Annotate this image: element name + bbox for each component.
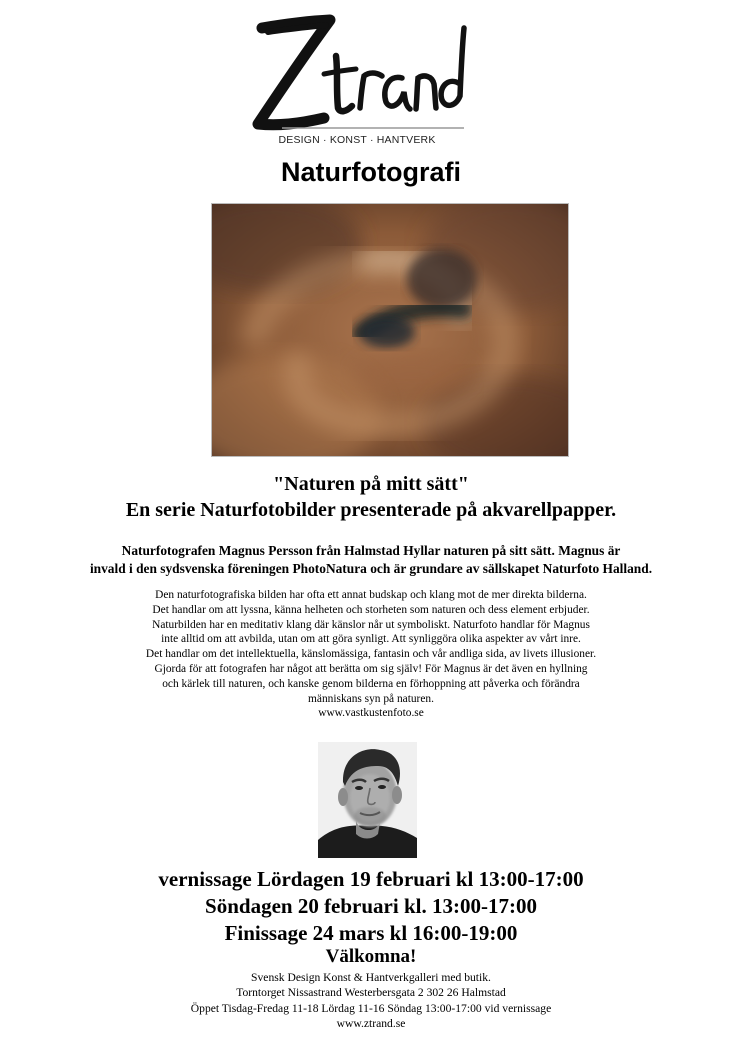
photographer-website: www.vastkustenfoto.se: [318, 707, 424, 720]
photographer-portrait: [318, 742, 417, 858]
logo-tagline: DESIGN · KONST · HANTVERK: [278, 134, 436, 146]
body-text: [60, 588, 682, 721]
body-line: Det handlar om att lyssna, känna helheten och storheten som naturen och dess element erbjuder.: [152, 603, 590, 616]
exhibition-subtitle: En serie Naturfotobilder presenterade på akvarellpapper.: [125, 499, 617, 521]
body-line: inte alltid om att avbilda, utan om att göra synligt. Att synliggöra olika aspekter av vårt inre.: [161, 633, 581, 646]
body-line: Det handlar om det intellektuella, känslomässiga, fantasin och vår andliga sida, av livets illusioner.: [145, 648, 597, 661]
body-line: Naturbilden har en meditativ klang där känslor når ut symboliskt. Naturfoto handlar för Magnus: [152, 618, 590, 631]
gallery-description: Svensk Design Konst & Hantverkgalleri med butik.: [251, 971, 491, 984]
finissage-date: Finissage 24 mars kl 16:00-19:00: [224, 921, 518, 945]
gallery-address: Torntorget Nissastrand Westerbersgata 2 302 26 Halmstad: [236, 986, 506, 1000]
welcome-text: Välkomna!: [325, 946, 417, 967]
vernissage-date: vernissage Lördagen 19 februari kl 13:00-17:00: [158, 867, 584, 891]
page-heading: Naturfotografi: [281, 157, 461, 187]
intro-text: [60, 542, 682, 578]
intro-line: Naturfotografen Magnus Persson från Halmstad Hyllar naturen på sitt sätt. Magnus är: [121, 543, 621, 558]
exhibition-title: "Naturen på mitt sätt": [273, 473, 469, 495]
body-line: människans syn på naturen.: [308, 692, 434, 705]
body-line: Den naturfotografiska bilden har ofta ett annat budskap och klang mot de mer direkta bilderna.: [155, 589, 587, 601]
opening-hours: Öppet Tisdag-Fredag 11-18 Lördag 11-16 Söndag 13:00-17:00 vid vernissage: [190, 1001, 552, 1015]
body-line: och kärlek till naturen, och kanske genom bilderna en förhoppning att påverka och förändra: [162, 677, 580, 690]
intro-line: invald i den sydsvenska föreningen PhotoNatura och är grundare av sällskapet Naturfoto Halland.: [89, 561, 653, 576]
footer-info: [0, 970, 742, 1032]
body-line: Gjorda för att fotografen har något att berätta om sig själv! För Magnus är det även en hyllning: [154, 662, 588, 675]
gallery-website: www.ztrand.se: [336, 1017, 406, 1031]
ztrand-logo: [238, 12, 470, 152]
sunday-date: Söndagen 20 februari kl. 13:00-17:00: [205, 894, 537, 918]
nature-photo: [211, 203, 569, 457]
